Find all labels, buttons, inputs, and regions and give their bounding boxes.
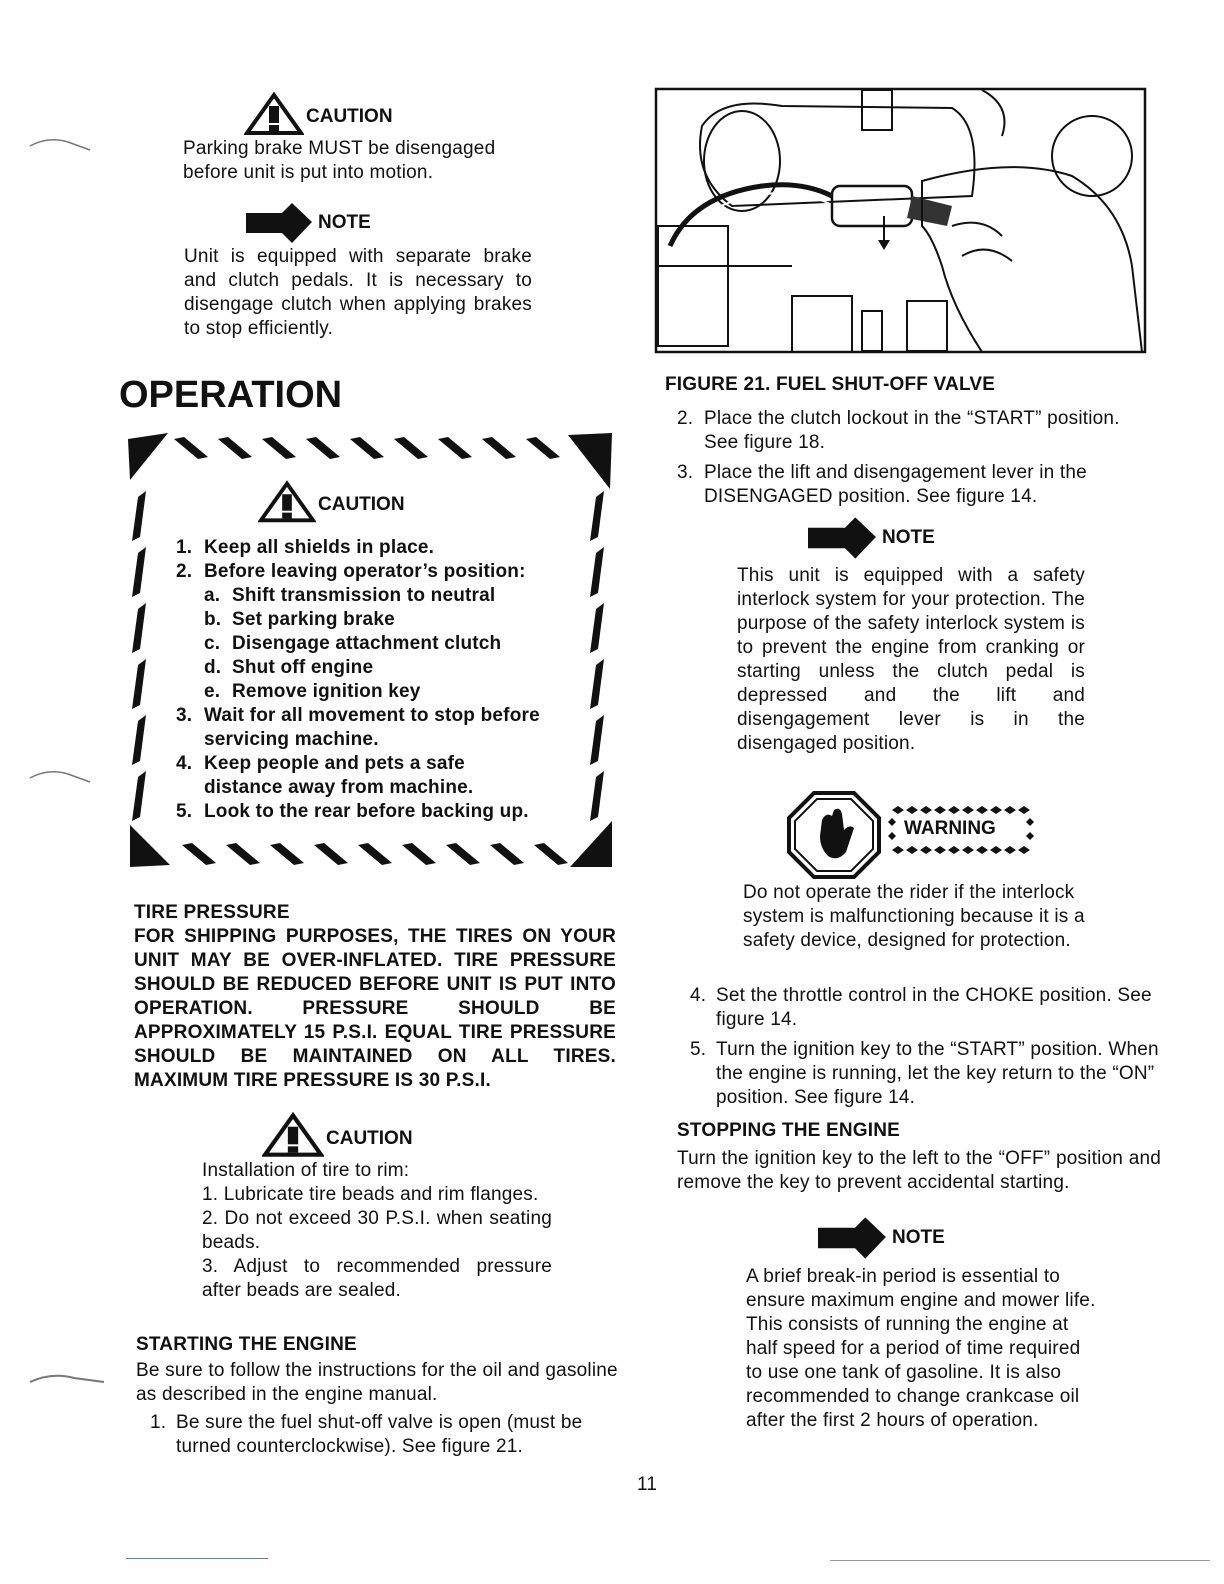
arrow-right-icon — [246, 203, 316, 243]
tire-pressure-text: FOR SHIPPING PURPOSES, THE TIRES ON YOUR UNIT MAY BE OVER-INFLATED. TIRE PRESSURE SHOULD BE REDUCED BEFORE UNIT IS PUT INTO OPERATION. PRESSURE SHOULD BE APPROXIMATELY 15 P.S.I. EQUAL TIRE PRESSURE SHOULD BE MAINTAINED ON ALL TIRES. MAXIMUM TIRE PRESSURE IS 30 P.S.I. — [134, 926, 616, 1091]
page-number: 11 — [637, 1474, 658, 1495]
note-text-2: This unit is equipped with a safety interlock system for your protection. The purpose of the safety interlock system is to prevent the engine from cranking or starting unless the clutch pedal is depressed and the lift and disengagement lever is in the disengaged position. — [737, 565, 1085, 754]
list-item: 3. Wait for all movement to stop before servicing machine. — [176, 705, 540, 750]
tire-pressure-heading: TIRE PRESSURE — [134, 902, 290, 923]
list-item: a. Shift transmission to neutral — [204, 585, 496, 606]
bottom-rule-left — [126, 1558, 268, 1559]
stopping-engine-text: Turn the ignition key to the left to the “OFF” position and remove the key to prevent accidental starting. — [677, 1148, 1161, 1193]
list-item: c. Disengage attachment clutch — [204, 633, 502, 654]
note-text-1: Unit is equipped with separate brake and clutch pedals. It is necessary to disengage clutch when applying brakes to stop efficiently. — [184, 246, 532, 339]
warning-label-box — [886, 806, 1036, 854]
stopping-engine-heading: STOPPING THE ENGINE — [677, 1120, 901, 1141]
starting-steps-4-5 — [690, 984, 1162, 1110]
note-heading-3 — [818, 1217, 945, 1259]
list-item: 2. Before leaving operator’s position: — [176, 561, 526, 582]
caution-step: 3. Adjust to recommended pressure after beads are sealed. — [202, 1256, 552, 1301]
starting-engine-heading: STARTING THE ENGINE — [136, 1334, 357, 1355]
caution-triangle-icon — [262, 1112, 324, 1158]
note-heading-1 — [246, 203, 371, 243]
list-item: e. Remove ignition key — [204, 681, 421, 702]
list-item: 1. Keep all shields in place. — [176, 537, 435, 558]
note-heading-2 — [808, 517, 935, 559]
starting-steps-2-3 — [677, 407, 1155, 509]
note-label: NOTE — [318, 212, 371, 233]
list-item: 4. Set the throttle control in the CHOKE position. See figure 14. — [690, 985, 1152, 1030]
starting-step-1: 1. Be sure the fuel shut-off valve is open (must be turned counterclockwise). See figure 21. — [150, 1412, 583, 1457]
shutdown-caution-list — [176, 536, 571, 824]
scan-mark-top — [28, 132, 94, 152]
caution-step: 2. Do not exceed 30 P.S.I. when seating beads. — [202, 1208, 552, 1253]
caution-label: CAUTION — [326, 1128, 413, 1149]
bottom-rule-right — [830, 1560, 1210, 1561]
starting-engine-text: Be sure to follow the instructions for the oil and gasoline as described in the engine manual. — [136, 1360, 618, 1405]
stop-hand-icon — [786, 790, 882, 880]
list-item: 4. Keep people and pets a safe distance away from machine. — [176, 753, 474, 798]
caution-label: CAUTION — [318, 494, 405, 515]
note-label: NOTE — [892, 1227, 945, 1248]
list-item: 3. Place the lift and disengagement lever in the DISENGAGED position. See figure 14. — [677, 462, 1087, 507]
warning-text: Do not operate the rider if the interlock system is malfunctioning because it is a safety device, designed for protection. — [743, 882, 1085, 951]
arrow-right-icon — [818, 1217, 890, 1259]
caution-text-1: Parking brake MUST be disengaged before unit is put into motion. — [183, 138, 496, 183]
caution-step: 1. Lubricate tire beads and rim flanges. — [202, 1184, 539, 1205]
list-item: b. Set parking brake — [204, 609, 395, 630]
list-item: d. Shut off engine — [204, 657, 374, 678]
caution-heading-boxed — [258, 480, 405, 524]
fuel-shutoff-valve-figure — [652, 86, 1148, 356]
list-item: 2. Place the clutch lockout in the “START” position. See figure 18. — [677, 408, 1120, 453]
caution-triangle-icon — [244, 92, 304, 136]
list-item: 5. Turn the ignition key to the “START” position. When the engine is running, let the key return to the “ON” position. See figure 14. — [690, 1039, 1159, 1108]
caution-intro: Installation of tire to rim: — [202, 1160, 410, 1181]
note-text-3: A brief break-in period is essential to ensure maximum engine and mower life. This consists of running the engine at half speed for a period of time required to use one tank of gasoline. It is also recommended to change crankcase oil after the first 2 hours of operation. — [746, 1266, 1096, 1431]
list-item: 5. Look to the rear before backing up. — [176, 801, 529, 822]
note-label: NOTE — [882, 527, 935, 548]
warning-label: WARNING — [904, 818, 996, 839]
caution-heading-2 — [262, 1112, 413, 1158]
caution-heading-1 — [244, 92, 393, 136]
tire-installation-caution — [202, 1159, 552, 1303]
section-title-operation: OPERATION — [119, 374, 343, 416]
caution-label: CAUTION — [306, 106, 393, 127]
arrow-right-icon — [808, 517, 880, 559]
figure-21-caption: FIGURE 21. FUEL SHUT-OFF VALVE — [665, 374, 996, 395]
scan-mark-middle — [28, 764, 94, 784]
caution-triangle-icon — [258, 480, 316, 524]
scan-mark-bottom — [28, 1368, 108, 1388]
